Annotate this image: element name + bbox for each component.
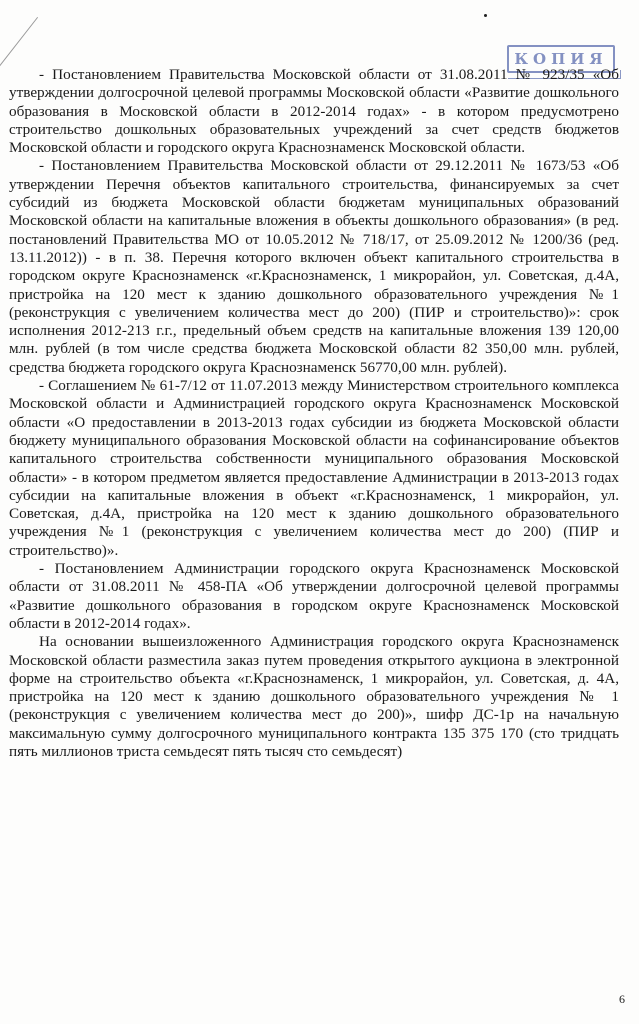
page-number: 6 (619, 992, 625, 1006)
paragraph-resolution-1673-53: - Постановлением Правительства Московской области от 29.12.2011 № 1673/53 «Об утверждении Перечня объектов капитального строительства, финансируемых за счет субсидий из бюджета Московской области бюджетам муниципальных образований Московской области на капитальные вложения в объекты дошкольного образования» (в ред. постановлений Правительства МО от 10.05.2012 № 718/17, от 25.09.2012 № 1200/36 (ред. 13.11.2012)) - в п. 38. Перечня которого включен объект капитального строительства в городском округе Краснознаменск «г.Краснознаменск, 1 микрорайон, ул. Советская, д.4А, пристройка на 120 мест к зданию дошкольного образовательного учреждения №1 (реконструкция с увеличением количества мест до 200) (ПИР и строительство)»: срок исполнения 2012-213 г.г., предельный объем средств на капитальные вложения 139 120,00 млн. рублей (в том числе средства бюджета Московской области 82 350,00 млн. рублей, средства бюджета городского округа Краснознаменск 56770,00 млн. рублей). (9, 157, 619, 376)
paragraph-agreement-61-7-12: - Соглашением № 61-7/12 от 11.07.2013 между Министерством строительного комплекса Московской области и Администрацией городского округа Краснознаменск Московской области «О предоставлении в 2013-2013 годах субсидии из бюджета Московской области бюджету муниципального образования Московской области на софинансирование объектов капитального строительства собственности муниципального образования Московской области» - в котором предметом является предоставление Администрации в 2013-2013 годах субсидии на капитальные вложения в объект «г.Краснознаменск, 1 микрорайон, ул. Советская, д.4А, пристройка на 120 мест к зданию дошкольного образовательного учреждения №1 (реконструкция с увеличением количества мест до 200) (ПИР и строительство)». (9, 377, 619, 559)
document-body (9, 66, 619, 761)
paragraph-resolution-923-35: - Постановлением Правительства Московской области от 31.08.2011 № 923/35 «Об утверждении долгосрочной целевой программы Московской области «Развитие дошкольного образования в Московской области в 2012-2014 годах» - в котором предусмотрено строительство дошкольных образовательных учреждений за счет средств бюджетов Московской области и городского округа Краснознаменск Московской области. (9, 66, 619, 157)
paragraph-conclusion: На основании вышеизложенного Администрация городского округа Краснознаменск Московской области разместила заказ путем проведения открытого аукциона в электронной форме на строительство объекта «г.Краснознаменск, 1 микрорайон, ул. Советская, д. 4А, пристройка на 120 мест к зданию дошкольного образовательного учреждения № 1 (реконструкция с увеличением количества мест до 200)», шифр ДС-1р на начальную максимальную сумму долгосрочного муниципального контракта 135 375 170 (сто тридцать пять миллионов триста семьдесят пять тысяч сто семьдесят) (9, 633, 619, 760)
paragraph-resolution-458-pa: - Постановлением Администрации городского округа Краснознаменск Московской области от 31.08.2011 № 458-ПА «Об утверждении долгосрочной целевой программы «Развитие дошкольного образования в городском округе Краснознаменск Московской области в 2012-2014 годах». (9, 560, 619, 632)
ink-dot (484, 14, 487, 17)
copy-stamp: КОПИЯ (507, 45, 615, 73)
